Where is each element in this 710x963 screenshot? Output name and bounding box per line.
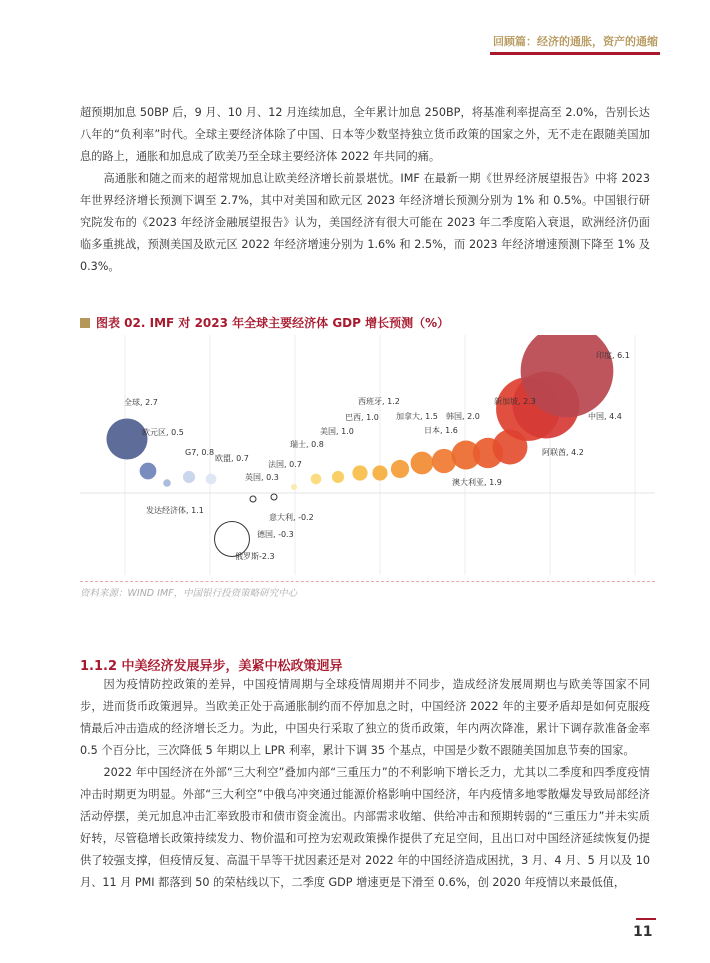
body-paragraph-1: 超预期加息 50BP 后，9 月、10 月、12 月连续加息，全年累计加息 250BP，将基准利率提高至 2.0%，告别长达八年的“负利率”时代。全球主要经济体除了中国、日本等少数坚持独立货币政策的国家之外，无不走在跟随美国加息的路上，通胀和加息成了欧美乃至全球主要经济体 2022 年共同的痛。 [80,106,650,163]
bubble-label-阿联酋: 阿联酋, 4.2 [542,448,584,457]
bubble-label-加拿大: 加拿大, 1.5 [396,412,438,421]
bubble-label-全球: 全球, 2.7 [124,398,158,407]
bubble-chart [80,335,655,580]
bubble-西班牙 [391,460,409,478]
bubble-label-新加坡: 新加坡, 2.3 [494,397,536,406]
bubble-G7 [183,471,195,483]
bubble-全球 [106,418,147,459]
bubble-发达经济体 [140,463,157,480]
figure-title [80,314,449,331]
bubble-label-中国: 中国, 4.4 [588,412,622,421]
bubble-label-欧盟: 欧盟, 0.7 [215,454,249,463]
bubble-label-欧元区: 欧元区, 0.5 [142,428,184,437]
bubble-瑞士 [332,471,344,483]
footer-rule [636,918,656,920]
bubble-label-瑞士: 瑞士, 0.8 [290,440,324,449]
bubble-意大利 [271,494,277,500]
bubble-label-法国: 法国, 0.7 [268,460,302,469]
header-rule [490,52,660,55]
bubble-label-G7: G7, 0.8 [185,448,215,457]
bubble-巴西 [372,465,387,480]
page-number: 11 [633,924,653,940]
bubble-label-美国: 美国, 1.0 [320,427,354,436]
body-paragraph-2: 高通胀和随之而来的超常规加息让欧美经济增长前景堪忧。IMF 在最新一期《世界经济展望报告》中将 2023 年世界经济增长预测下调至 2.7%，其中对美国和欧元区 2023 年经济增长预测分别为 1% 和 0.5%。中国银行研究院发布的《2023 年经济金融展望报告》认为，美国经济有很大可能在 2023 年二季度陷入衰退，欧洲经济仍面临多重挑战，预测美国及欧元区 2022 年经济增速分别为 1.6% 和 2.5%，而 2023 年经济增速预测下降至 1% 及 0.3%。 [80,172,650,273]
figure-marker-icon [80,318,90,328]
bubble-label-德国: 德国, -0.3 [257,530,294,539]
figure-title-text: 图表 02. IMF 对 2023 年全球主要经济体 GDP 增长预测（%） [96,316,450,330]
bubble-label-印度: 印度, 6.1 [596,351,630,360]
bubble-label-韩国: 韩国, 2.0 [446,412,480,421]
section-title: 1.1.2 中美经济发展异步，美紧中松政策迥异 [80,659,343,674]
chart-bubbles [106,335,613,556]
bubble-label-意大利: 意大利, -0.2 [269,513,314,522]
bubble-英国 [291,484,297,490]
bubble-label-俄罗斯: 俄罗斯-2.3 [235,552,275,561]
bubble-label-巴西: 巴西, 1.0 [345,413,379,422]
bubble-label-澳大利亚: 澳大利亚, 1.9 [452,478,502,487]
bubble-label-西班牙: 西班牙, 1.2 [358,397,400,406]
figure-source: 资料来源：WIND IMF，中国银行投资策略研究中心 [80,588,298,599]
section-paragraph-1: 因为疫情防控政策的差异，中国疫情周期与全球疫情周期并不同步，造成经济发展周期也与欧美等国家不同步，进而货币政策迥异。当欧美正处于高通胀制约而不停加息之时，中国经济 2022 年的主要矛盾却是如何克服疫情最后冲击造成的经济增长乏力。为此，中国央行采取了独立的货币政策，年内两次降准，累计下调存款准备金率 0.5 个百分比，三次降低 5 年期以上 LPR 利率，累计下调 35 个基点，中国是少数不跟随美国加息节奏的国家。 [80,678,650,757]
bubble-label-发达经济体: 发达经济体, 1.1 [146,506,204,515]
bubble-法国 [311,474,322,485]
bubble-德国 [250,496,256,502]
section-paragraph-2: 2022 年中国经济在外部“三大利空”叠加内部“三重压力”的不利影响下增长乏力，尤其以二季度和四季度疫情冲击时期更为明显。外部“三大利空”中俄乌冲突通过能源价格影响中国经济，年内疫情多地零散爆发导致局部经济活动停摆，美元加息冲击汇率致股市和债市资金流出。内部需求收缩、供给冲击和预期转弱的“三重压力”并未实质好转，尽管稳增长政策持续发力、物价温和可控为宏观政策操作提供了充足空间，且出口对中国经济延续恢复仍提供了较强支撑，但疫情反复、高温干旱等干扰因素还是对 2022 年的中国经济造成困扰，3 月、4 月、5 月以及 10 月、11 月 PMI 都落到 50 的荣枯线以下，二季度 GDP 增速更是下滑至 0.6%，创 2020 年疫情以来最低值， [80,766,650,889]
bubble-加拿大 [411,452,434,475]
header-title: 回顾篇：经济的通胀，资产的通缩 [493,35,658,48]
bubble-label-英国: 英国, 0.3 [245,473,279,482]
bubble-label-日本: 日本, 1.6 [424,426,458,435]
chart-divider [80,581,655,582]
bubble-欧元区 [163,479,171,487]
bubble-美国 [352,465,367,480]
bubble-欧盟 [206,474,217,485]
